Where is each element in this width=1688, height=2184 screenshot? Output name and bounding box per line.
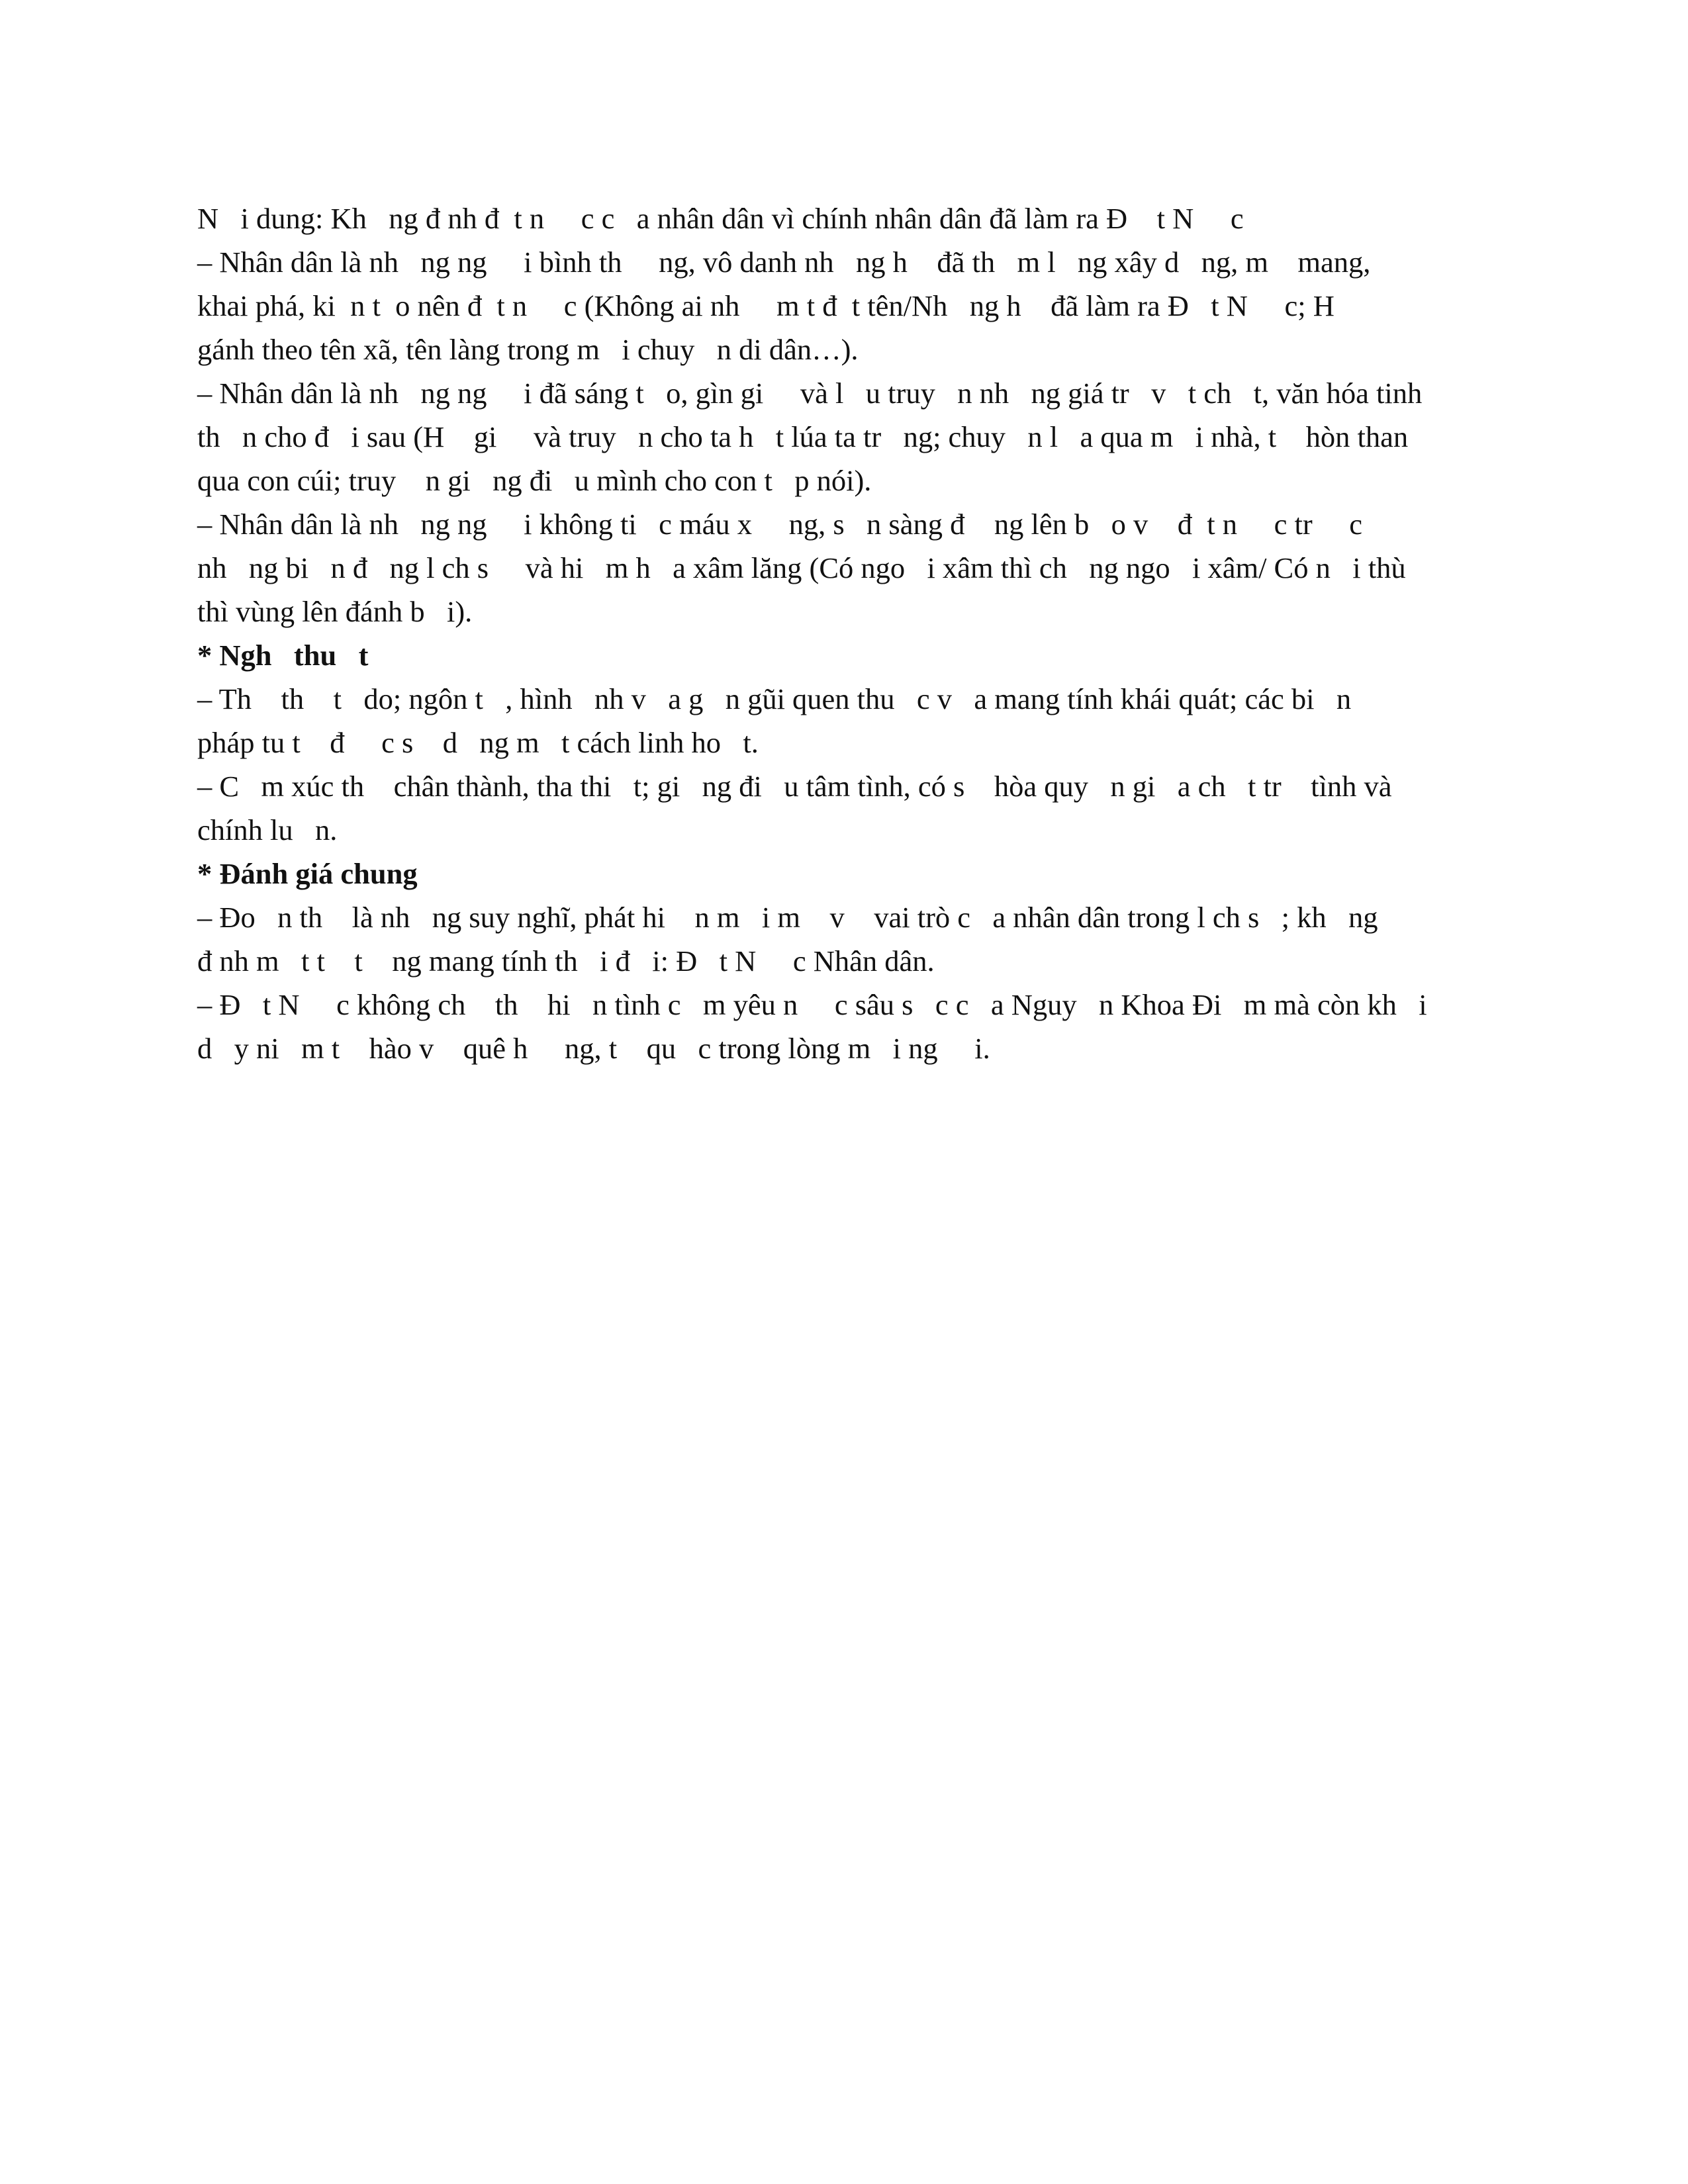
text-line: pháp tu t đ c s d ng m t cách linh ho t. xyxy=(197,726,759,759)
text-line: – Đ t N c không ch th hi n tình c m yêu n c sâu s c c a Nguy n Khoa Đi m mà còn kh i xyxy=(197,988,1427,1021)
text-line: chính lu n. xyxy=(197,813,338,846)
text-line: – Nhân dân là nh ng ng i bình th ng, vô danh nh ng h đã th m l ng xây d ng, m mang, xyxy=(197,246,1371,279)
text-line: – Nhân dân là nh ng ng i đã sáng t o, gìn gi và l u truy n nh ng giá tr v t ch t, văn hóa tinh xyxy=(197,377,1423,410)
text-line: N i dung: Kh ng đ nh đ t n c c a nhân dân vì chính nhân dân đã làm ra Đ t N c xyxy=(197,202,1244,235)
text-line: gánh theo tên xã, tên làng trong m i chuy n di dân…). xyxy=(197,333,859,366)
text-line: – Đo n th là nh ng suy nghĩ, phát hi n m i m v vai trò c a nhân dân trong l ch s ; kh ng xyxy=(197,901,1378,934)
text-line: qua con cúi; truy n gi ng đi u mình cho con t p nói). xyxy=(197,464,872,497)
text-line: đ nh m t t t ng mang tính th i đ i: Đ t N c Nhân dân. xyxy=(197,944,935,978)
section-heading-evaluation: * Đánh giá chung xyxy=(197,857,418,890)
text-line: khai phá, ki n t o nên đ t n c (Không ai nh m t đ t tên/Nh ng h đã làm ra Đ t N c; H xyxy=(197,289,1335,322)
text-line: d y ni m t hào v quê h ng, t qu c trong lòng m i ng i. xyxy=(197,1032,990,1065)
text-line: nh ng bi n đ ng l ch s và hi m h a xâm lăng (Có ngo i xâm thì ch ng ngo i xâm/ Có n i thù xyxy=(197,551,1406,584)
text-line: – C m xúc th chân thành, tha thi t; gi ng đi u tâm tình, có s hòa quy n gi a ch t tr tình và xyxy=(197,770,1392,803)
section-heading-art: * Ngh thu t xyxy=(197,639,369,672)
document-body xyxy=(197,197,1508,1070)
text-line: – Th th t do; ngôn t , hình nh v a g n gũi quen thu c v a mang tính khái quát; các bi n xyxy=(197,682,1352,715)
text-line: thì vùng lên đánh b i). xyxy=(197,595,473,628)
text-line: th n cho đ i sau (H gi và truy n cho ta h t lúa ta tr ng; chuy n l a qua m i nhà, t hòn than xyxy=(197,420,1409,453)
text-line: – Nhân dân là nh ng ng i không ti c máu x ng, s n sàng đ ng lên b o v đ t n c tr c xyxy=(197,508,1363,541)
